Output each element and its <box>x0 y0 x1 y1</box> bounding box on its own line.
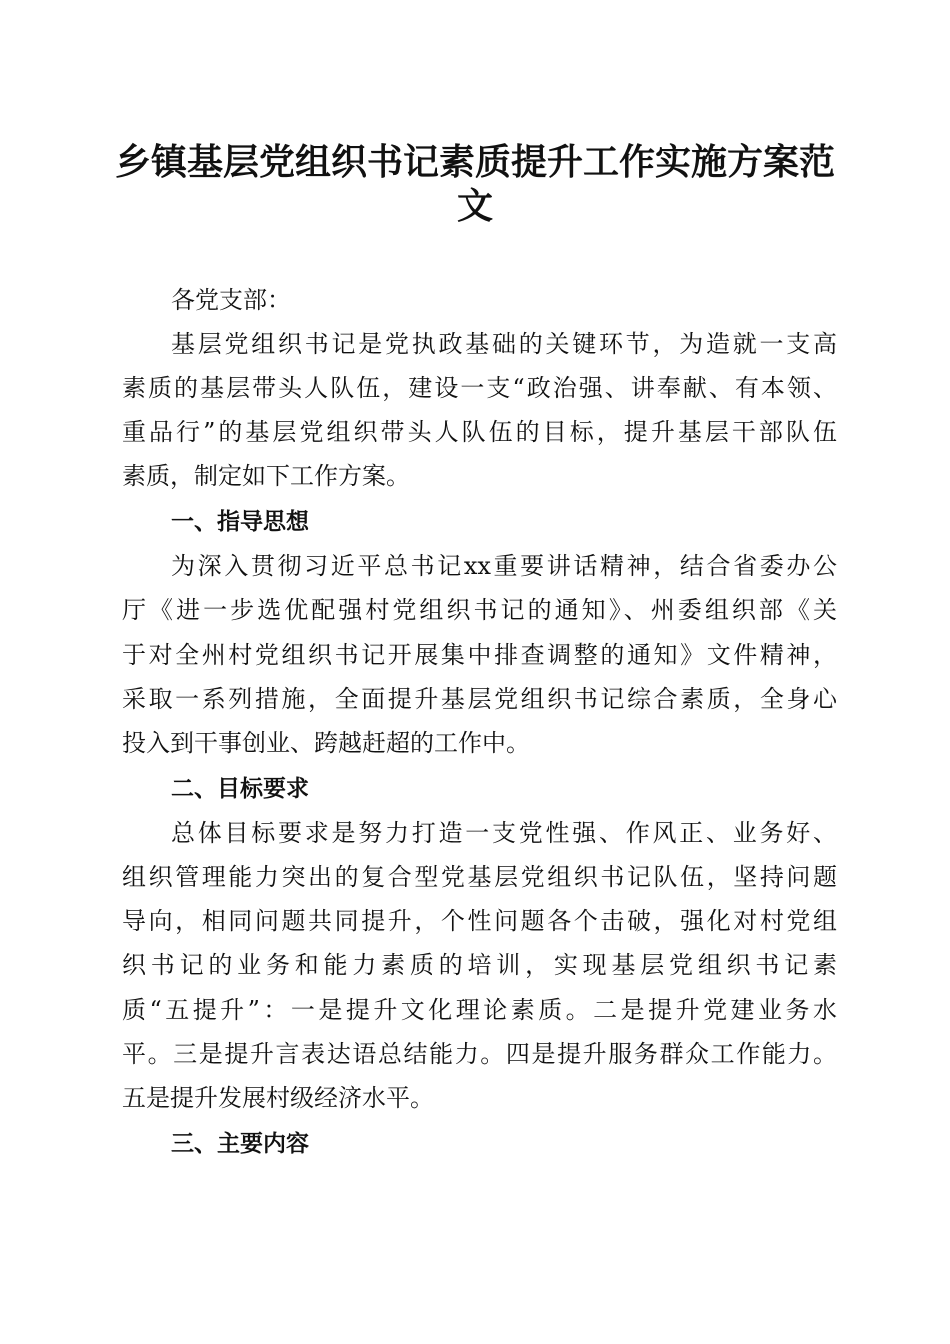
section-1-line-4: 采取一系列措施，全面提升基层党组织书记综合素质，全身心 <box>122 685 837 713</box>
intro-line-4: 素质，制定如下工作方案。 <box>122 462 410 490</box>
section-heading-3: 三、主要内容 <box>171 1131 309 1157</box>
section-heading-2: 二、目标要求 <box>171 776 309 802</box>
section-heading-1: 一、指导思想 <box>171 509 309 535</box>
section-2-line-4: 织书记的业务和能力素质的培训，实现基层党组织书记素 <box>122 951 837 979</box>
section-1-line-5: 投入到干事创业、跨越赶超的工作中。 <box>122 729 530 757</box>
section-1-line-3: 于对全州村党组织书记开展集中排查调整的通知》文件精神， <box>122 641 837 669</box>
section-1-line-2: 厅《进一步选优配强村党组织书记的通知》、州委组织部《关 <box>122 596 837 624</box>
intro-line-1: 基层党组织书记是党执政基础的关键环节，为造就一支高 <box>171 330 837 358</box>
document-title-line-2: 文 <box>456 185 493 227</box>
section-2-line-6: 平。三是提升言表达语总结能力。四是提升服务群众工作能力。 <box>122 1040 837 1068</box>
intro-line-2: 素质的基层带头人队伍，建设一支“政治强、讲奉献、有本领、 <box>122 374 837 402</box>
section-2-line-3: 导向，相同问题共同提升，个性问题各个击破，强化对村党组 <box>122 907 837 935</box>
section-2-line-1: 总体目标要求是努力打造一支党性强、作风正、业务好、 <box>171 819 837 847</box>
salutation: 各党支部： <box>171 286 291 314</box>
section-2-line-5: 质“五提升”：一是提升文化理论素质。二是提升党建业务水 <box>122 996 837 1024</box>
section-2-line-7: 五是提升发展村级经济水平。 <box>122 1084 434 1112</box>
document-title-line-1: 乡镇基层党组织书记素质提升工作实施方案范 <box>114 141 835 183</box>
intro-line-3: 重品行”的基层党组织带头人队伍的目标，提升基层干部队伍 <box>122 418 837 446</box>
section-1-line-1: 为深入贯彻习近平总书记xx重要讲话精神，结合省委办公 <box>171 552 837 580</box>
section-2-line-2: 组织管理能力突出的复合型党基层党组织书记队伍，坚持问题 <box>122 863 837 891</box>
